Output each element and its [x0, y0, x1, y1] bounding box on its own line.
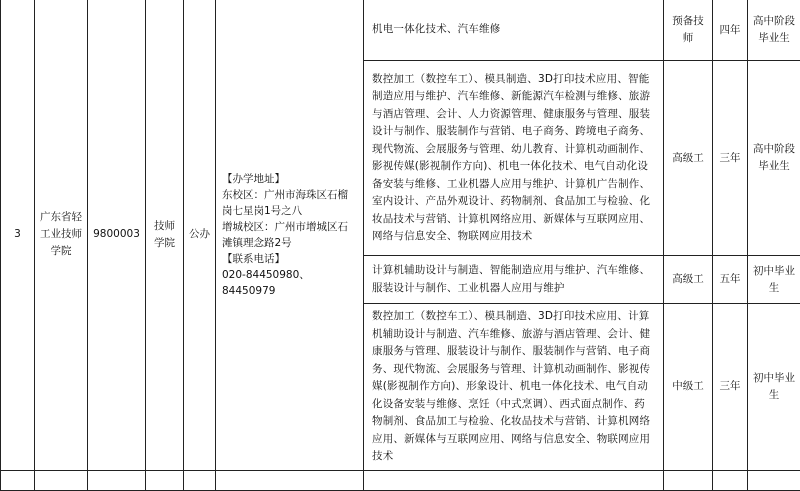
- school-name: 广东省轻工业技师学院: [35, 0, 88, 470]
- majors-list: 数控加工（数控车工）、模具制造、3D打印技术应用、计算机辅助设计与制造、汽车维修、旅游与酒店管理、会计、健康服务与管理、服装设计与制作、服装制作与营销、电子商务、现代物流、会展服务与管理、计算机动画制作、影视传媒(影视制作方向)、形象设计、机电一体化技术、电气自动化设备安装与维修、烹饪（中式烹调）、西式面点制作、药物制剂、食品加工与检验、化妆品技术与营销、计算机网络应用、新媒体与互联网应用、网络与信息安全、物联网应用技术: [364, 304, 664, 471]
- school-code: 9800003: [88, 0, 146, 470]
- row-index: 3: [1, 0, 35, 470]
- enrollment-requirement: 初中毕业生: [748, 256, 800, 304]
- address-cell: [216, 0, 364, 470]
- study-duration: 三年: [713, 61, 748, 256]
- enrollment-requirement: 高中阶段毕业生: [748, 61, 800, 256]
- enrollment-requirement: 初中毕业生: [748, 304, 800, 471]
- study-duration: 四年: [713, 0, 748, 61]
- phone-label: 【联系电话】: [222, 251, 357, 267]
- majors-list: 机电一体化技术、汽车维修: [364, 0, 664, 61]
- address-label: 【办学地址】: [222, 171, 357, 187]
- training-level: 高级工: [664, 61, 713, 256]
- program-row: [1, 0, 800, 61]
- zengcheng-campus-address: 增城校区：广州市增城区石滩镇理念路2号: [222, 219, 357, 251]
- study-duration: 三年: [713, 304, 748, 471]
- school-type: 技师学院: [146, 0, 184, 470]
- majors-list: 计算机辅助设计与制造、智能制造应用与维护、汽车维修、服装设计与制作、工业机器人应用与维护: [364, 256, 664, 304]
- phone-numbers: 020-84450980、84450979: [222, 267, 357, 299]
- enrollment-requirement: 高中阶段毕业生: [748, 0, 800, 61]
- majors-list: 数控加工（数控车工）、模具制造、3D打印技术应用、智能制造应用与维护、汽车维修、新能源汽车检测与维修、旅游与酒店管理、会计、人力资源管理、健康服务与管理、服装设计与制作、服装制作与营销、电子商务、跨境电子商务、现代物流、会展服务与管理、幼儿教育、计算机动画制作、影视传媒(影视制作方向)、机电一体化技术、电气自动化设备安装与维修、工业机器人应用与维护、计算机广告制作、室内设计、产品外观设计、药物制剂、食品加工与检验、化妆品技术与营销、计算机网络应用、新媒体与互联网应用、网络与信息安全、物联网应用技术: [364, 61, 664, 256]
- training-level: 预备技师: [664, 0, 713, 61]
- training-level: 中级工: [664, 304, 713, 471]
- ownership: 公办: [184, 0, 216, 470]
- study-duration: 五年: [713, 256, 748, 304]
- training-level: 高级工: [664, 256, 713, 304]
- east-campus-address: 东校区：广州市海珠区石榴岗七星岗1号之八: [222, 187, 357, 219]
- next-row-partial: [1, 470, 800, 490]
